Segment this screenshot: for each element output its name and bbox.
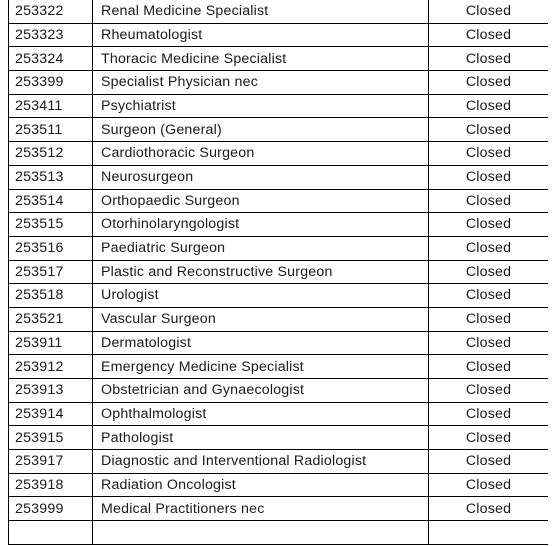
occupation-code-cell: 253914 xyxy=(9,402,93,426)
occupation-title-cell xyxy=(93,521,429,545)
table-row xyxy=(9,497,549,521)
occupation-title-cell: Urologist xyxy=(93,284,429,308)
occupation-title-cell: Vascular Surgeon xyxy=(93,307,429,331)
occupation-code-cell: 253912 xyxy=(9,355,93,379)
occupation-status-cell xyxy=(429,521,549,545)
table-row xyxy=(9,260,549,284)
table-row xyxy=(9,142,549,166)
table-row xyxy=(9,402,549,426)
occupation-code-cell: 253517 xyxy=(9,260,93,284)
occupation-status-cell: Closed xyxy=(429,497,549,521)
occupation-code-cell: 253399 xyxy=(9,71,93,95)
occupation-code-cell: 253515 xyxy=(9,213,93,237)
occupation-title-cell: Orthopaedic Surgeon xyxy=(93,189,429,213)
occupation-code-cell: 253516 xyxy=(9,236,93,260)
occupation-status-cell: Closed xyxy=(429,426,549,450)
occupation-title-cell: Diagnostic and Interventional Radiologist xyxy=(93,450,429,474)
occupation-title-cell: Surgeon (General) xyxy=(93,118,429,142)
occupation-title-cell: Cardiothoracic Surgeon xyxy=(93,142,429,166)
table-row xyxy=(9,331,549,355)
occupation-status-cell: Closed xyxy=(429,94,549,118)
occupation-title-cell: Plastic and Reconstructive Surgeon xyxy=(93,260,429,284)
occupation-status-cell: Closed xyxy=(429,450,549,474)
occupation-code-cell: 253913 xyxy=(9,379,93,403)
occupation-status-cell: Closed xyxy=(429,142,549,166)
occupation-title-cell: Otorhinolaryngologist xyxy=(93,213,429,237)
occupation-title-cell: Obstetrician and Gynaecologist xyxy=(93,379,429,403)
table-row xyxy=(9,236,549,260)
occupation-title-cell: Neurosurgeon xyxy=(93,165,429,189)
table-row xyxy=(9,355,549,379)
occupation-code-cell: 253918 xyxy=(9,473,93,497)
occupation-status-cell: Closed xyxy=(429,473,549,497)
occupation-title-cell: Pathologist xyxy=(93,426,429,450)
occupation-status-cell: Closed xyxy=(429,0,549,23)
occupation-status-cell: Closed xyxy=(429,165,549,189)
table-row xyxy=(9,213,549,237)
occupation-status-cell: Closed xyxy=(429,260,549,284)
occupation-code-cell: 253513 xyxy=(9,165,93,189)
occupation-code-cell: 253511 xyxy=(9,118,93,142)
occupation-title-cell: Ophthalmologist xyxy=(93,402,429,426)
occupation-title-cell: Medical Practitioners nec xyxy=(93,497,429,521)
table-row xyxy=(9,71,549,95)
occupation-title-cell: Emergency Medicine Specialist xyxy=(93,355,429,379)
occupation-status-cell: Closed xyxy=(429,47,549,71)
occupation-title-cell: Rheumatologist xyxy=(93,23,429,47)
occupation-status-cell: Closed xyxy=(429,236,549,260)
occupation-code-cell: 253915 xyxy=(9,426,93,450)
occupation-code-cell: 253917 xyxy=(9,450,93,474)
table-row xyxy=(9,521,549,545)
occupation-status-cell: Closed xyxy=(429,379,549,403)
occupation-status-cell: Closed xyxy=(429,355,549,379)
occupation-code-cell: 253521 xyxy=(9,307,93,331)
occupation-table xyxy=(8,0,548,545)
occupation-title-cell: Paediatric Surgeon xyxy=(93,236,429,260)
occupation-code-cell: 253324 xyxy=(9,47,93,71)
occupation-title-cell: Dermatologist xyxy=(93,331,429,355)
occupation-code-cell xyxy=(9,521,93,545)
occupation-status-cell: Closed xyxy=(429,402,549,426)
occupation-code-cell: 253512 xyxy=(9,142,93,166)
table-row xyxy=(9,165,549,189)
occupation-title-cell: Psychiatrist xyxy=(93,94,429,118)
occupation-status-cell: Closed xyxy=(429,213,549,237)
occupation-code-cell: 253911 xyxy=(9,331,93,355)
occupation-status-cell: Closed xyxy=(429,118,549,142)
occupation-code-cell: 253518 xyxy=(9,284,93,308)
occupation-status-cell: Closed xyxy=(429,189,549,213)
occupation-status-cell: Closed xyxy=(429,284,549,308)
table-row xyxy=(9,94,549,118)
occupation-status-cell: Closed xyxy=(429,23,549,47)
table-row xyxy=(9,23,549,47)
occupation-title-cell: Thoracic Medicine Specialist xyxy=(93,47,429,71)
occupation-table-container xyxy=(8,0,548,546)
occupation-code-cell: 253323 xyxy=(9,23,93,47)
occupation-title-cell: Renal Medicine Specialist xyxy=(93,0,429,23)
occupation-table-body xyxy=(9,0,549,544)
occupation-status-cell: Closed xyxy=(429,331,549,355)
occupation-code-cell: 253411 xyxy=(9,94,93,118)
table-row xyxy=(9,0,549,23)
table-row xyxy=(9,47,549,71)
table-row xyxy=(9,307,549,331)
occupation-code-cell: 253514 xyxy=(9,189,93,213)
occupation-title-cell: Radiation Oncologist xyxy=(93,473,429,497)
occupation-code-cell: 253322 xyxy=(9,0,93,23)
table-row xyxy=(9,284,549,308)
occupation-code-cell: 253999 xyxy=(9,497,93,521)
occupation-status-cell: Closed xyxy=(429,71,549,95)
table-row xyxy=(9,118,549,142)
table-row xyxy=(9,426,549,450)
table-row xyxy=(9,189,549,213)
occupation-title-cell: Specialist Physician nec xyxy=(93,71,429,95)
table-row xyxy=(9,379,549,403)
table-row xyxy=(9,450,549,474)
table-row xyxy=(9,473,549,497)
occupation-status-cell: Closed xyxy=(429,307,549,331)
